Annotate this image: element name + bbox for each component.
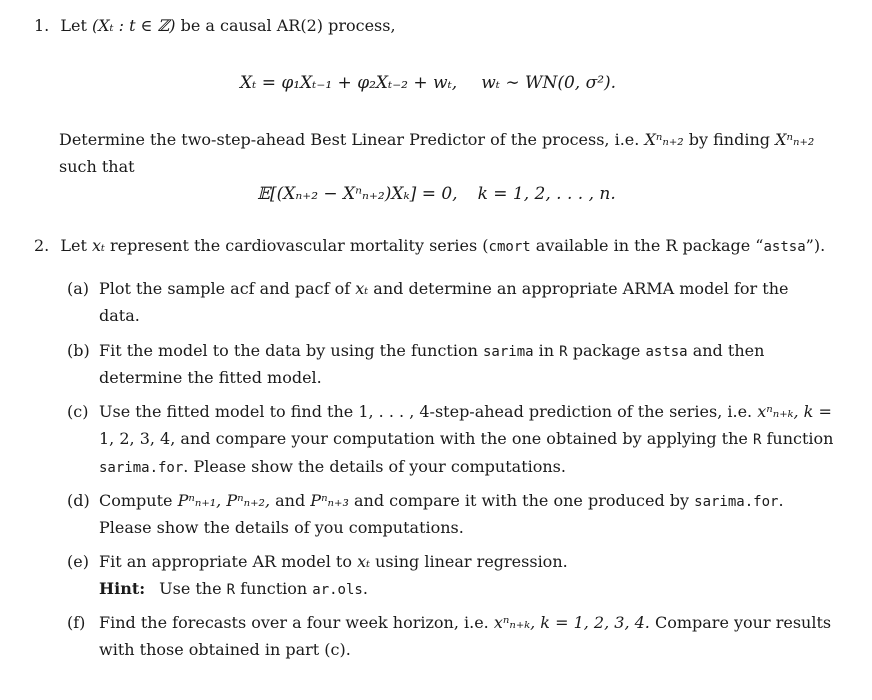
ar2-equation: Xₜ = φ₁Xₜ₋₁ + φ₂Xₜ₋₂ + wₜ, wₜ ∼ WN(0, σ²).	[240, 73, 617, 93]
part-e-label-wrap	[67, 552, 89, 572]
part-e-text1: Fit an appropriate AR model to xₜ using linear regression.	[99, 552, 568, 571]
part-c-text3: sarima.for. Please show the details of your computations.	[99, 457, 566, 476]
noise-definition: wₜ ∼ WN(0, σ²).	[481, 73, 617, 93]
part-c-label-wrap	[67, 402, 88, 422]
part-a-text2: data.	[99, 306, 140, 325]
problem-1-intro: 1. Let (Xₜ : t ∈ ℤ) be a causal AR(2) process,	[34, 16, 396, 35]
part-d-label: (d)	[67, 491, 90, 510]
part-c-label: (c)	[67, 402, 89, 421]
cmort-code: cmort	[488, 239, 531, 255]
ar-ols-code: ar.ols	[312, 582, 363, 598]
part-c-text2: 1, 2, 3, 4, and compare your computation with the one obtained by applying the R function	[99, 429, 834, 448]
sarima-for-code: sarima.for	[99, 460, 184, 476]
part-f-label-wrap	[67, 613, 85, 633]
part-b-label: (b)	[67, 341, 90, 360]
problem-1-text-line2: such that	[59, 157, 135, 176]
part-e-hint: Hint: Use the R function ar.ols.	[99, 579, 368, 598]
part-a-line1	[67, 279, 89, 299]
problem-1-number: 1.	[34, 16, 50, 35]
part-d-text2: Please show the details of you computations.	[99, 518, 464, 537]
part-b-text2: determine the fitted model.	[99, 368, 322, 387]
part-d-text1: Compute Pⁿₙ₊₁, Pⁿₙ₊₂, and Pⁿₙ₊₃ and compare it with the one produced by sarima.for.	[99, 491, 784, 510]
sarima-code: sarima	[483, 344, 534, 360]
part-d-label-wrap	[67, 491, 90, 511]
part-c-text1: Use the fitted model to find the 1, . . . , 4-step-ahead prediction of the series, i.e. xⁿₙ₊ₖ, k =	[99, 402, 832, 421]
part-b-label-wrap	[67, 341, 90, 361]
problem-1-text-line1: Determine the two-step-ahead Best Linear Predictor of the process, i.e. Xⁿₙ₊₂ by finding Xⁿₙ₊₂	[59, 130, 815, 149]
part-a-label: (a)	[67, 279, 90, 298]
problem-2-intro: 2. Let xₜ represent the cardiovascular mortality series (cmort available in the R package “astsa”).	[34, 236, 826, 255]
process-definition: (Xₜ : t ∈ ℤ)	[91, 16, 176, 35]
hint-label: Hint:	[99, 579, 146, 598]
part-f-text2: with those obtained in part (c).	[99, 640, 351, 659]
part-e-label: (e)	[67, 552, 89, 571]
orthogonality-condition: 𝔼[(Xₙ₊₂ − Xⁿₙ₊₂)Xₖ] = 0, k = 1, 2, . . . , n.	[257, 184, 616, 204]
part-a-text1: Plot the sample acf and pacf of xₜ and determine an appropriate ARMA model for the	[99, 279, 789, 298]
problem-2-number: 2.	[34, 236, 50, 255]
part-f-text1: Find the forecasts over a four week horizon, i.e. xⁿₙ₊ₖ, k = 1, 2, 3, 4. Compare your results	[99, 613, 832, 632]
astsa-code: astsa	[763, 239, 806, 255]
part-f-label: (f)	[67, 613, 86, 632]
part-b-text1: Fit the model to the data by using the function sarima in R package astsa and then	[99, 341, 765, 360]
